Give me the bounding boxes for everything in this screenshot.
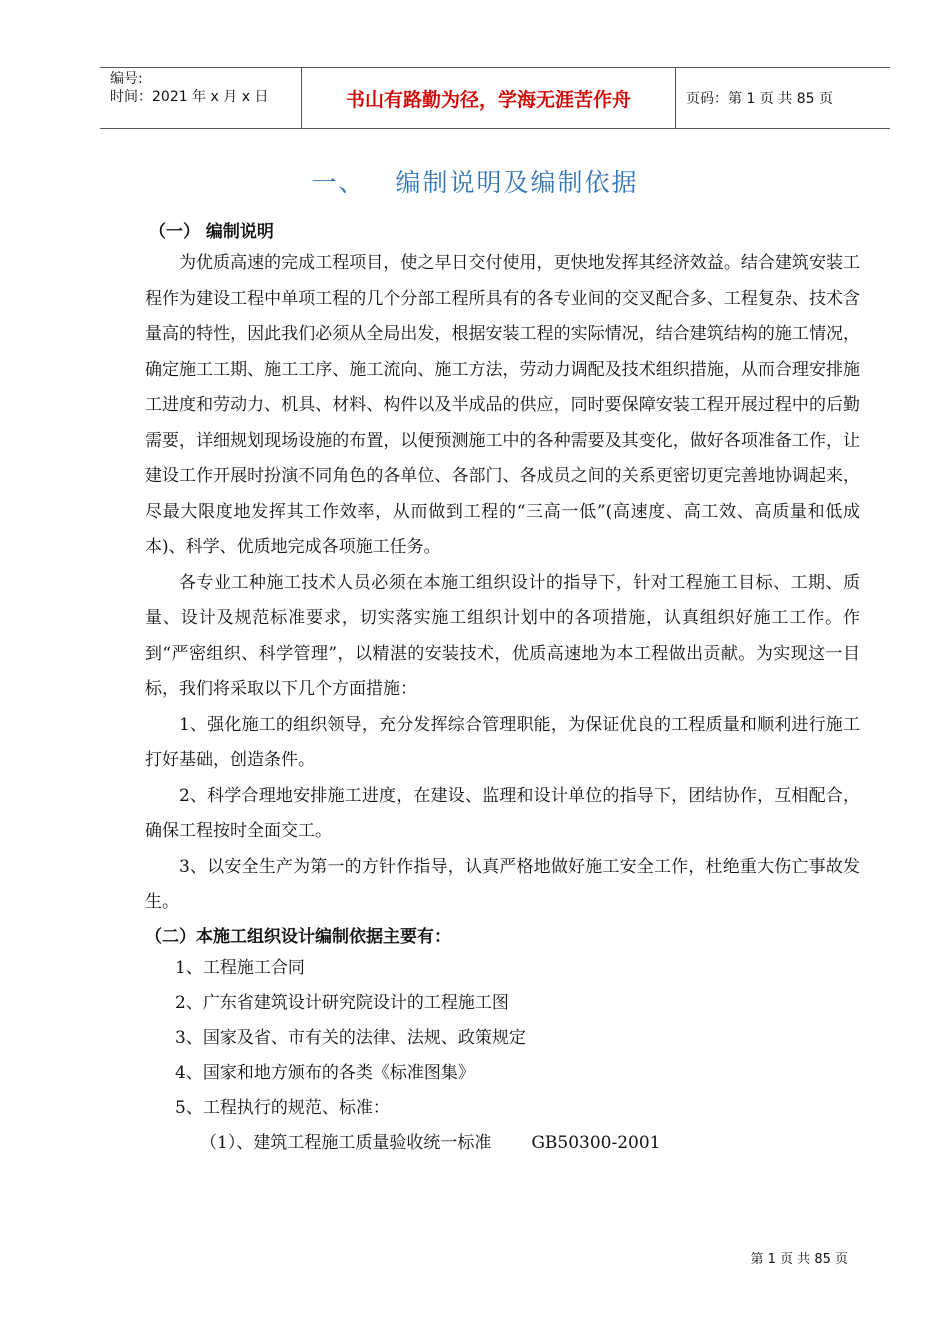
basis-item: 3、国家及省、市有关的法律、法规、政策规定 bbox=[175, 1027, 526, 1048]
document-header bbox=[100, 67, 890, 129]
header-meta bbox=[100, 68, 302, 128]
basis-item: 4、国家和地方颁布的各类《标准图集》 bbox=[175, 1062, 475, 1083]
chapter-title-text: 编制说明及编制依据 bbox=[395, 168, 639, 197]
measure-1: 1、强化施工的组织领导，充分发挥综合管理职能，为保证优良的工程质量和顺利进行施工打好基础，创造条件。 bbox=[145, 714, 860, 770]
section2-heading: （二）本施工组织设计编制依据主要有： bbox=[145, 926, 451, 947]
section1-heading: （一） 编制说明 bbox=[149, 222, 274, 242]
number-label: 编号: bbox=[110, 71, 143, 87]
page-footer: 第 1 页 共 85 页 bbox=[750, 1252, 848, 1267]
document-body bbox=[145, 218, 860, 1161]
chapter-title bbox=[0, 163, 950, 199]
header-page-info: 页码：第 1 页 共 85 页 bbox=[686, 91, 833, 107]
standard-label: （1）、建筑工程施工质量验收统一标准 bbox=[200, 1132, 492, 1153]
measure-2: 2、科学合理地安排施工进度，在建设、监理和设计单位的指导下，团结协作，互相配合，确保工程按时全面交工。 bbox=[145, 785, 860, 841]
standard-item bbox=[145, 1126, 860, 1161]
chapter-number: 一、 bbox=[311, 168, 366, 197]
standard-code: GB50300-2001 bbox=[531, 1132, 661, 1153]
basis-item: 2、广东省建筑设计研究院设计的工程施工图 bbox=[175, 992, 509, 1013]
basis-item: 5、工程执行的规范、标准： bbox=[175, 1097, 390, 1118]
basis-item: 1、工程施工合同 bbox=[175, 957, 305, 978]
header-motto: 书山有路勤为径，学海无涯苦作舟 bbox=[302, 68, 676, 128]
section1-paragraph-2: 各专业工种施工技术人员必须在本施工组织设计的指导下，针对工程施工目标、工期、质量、设计及规范标准要求，切实落实施工组织计划中的各项措施，认真组织好施工工作。作到“严密组织、科学管理”，以精湛的安装技术，优质高速地为本工程做出贡献。为实现这一目标，我们将采取以下几个方面措施： bbox=[145, 572, 860, 699]
measure-3: 3、以安全生产为第一的方针作指导，认真严格地做好施工安全工作，杜绝重大伤亡事故发生。 bbox=[145, 856, 860, 912]
section1-paragraph-1: 为优质高速的完成工程项目，使之早日交付使用，更快地发挥其经济效益。结合建筑安装工程作为建设工程中单项工程的几个分部工程所具有的各专业间的交叉配合多、工程复杂、技术含量高的特性，因此我们必须从全局出发，根据安装工程的实际情况，结合建筑结构的施工情况，确定施工工期、施工工序、施工流向、施工方法，劳动力调配及技术组织措施，从而合理安排施工进度和劳动力、机具、材料、构件以及半成品的供应，同时要保障安装工程开展过程中的后勤需要，详细规划现场设施的布置，以便预测施工中的各种需要及其变化，做好各项准备工作，让建设工作开展时扮演不同角色的各单位、各部门、各成员之间的关系更密切更完善地协调起来，尽最大限度地发挥其工作效率，从而做到工程的“三高一低”(高速度、高工效、高质量和低成本)、科学、优质地完成各项施工任务。 bbox=[145, 253, 860, 557]
time-label: 时间：2021 年 x 月 x 日 bbox=[110, 89, 269, 105]
